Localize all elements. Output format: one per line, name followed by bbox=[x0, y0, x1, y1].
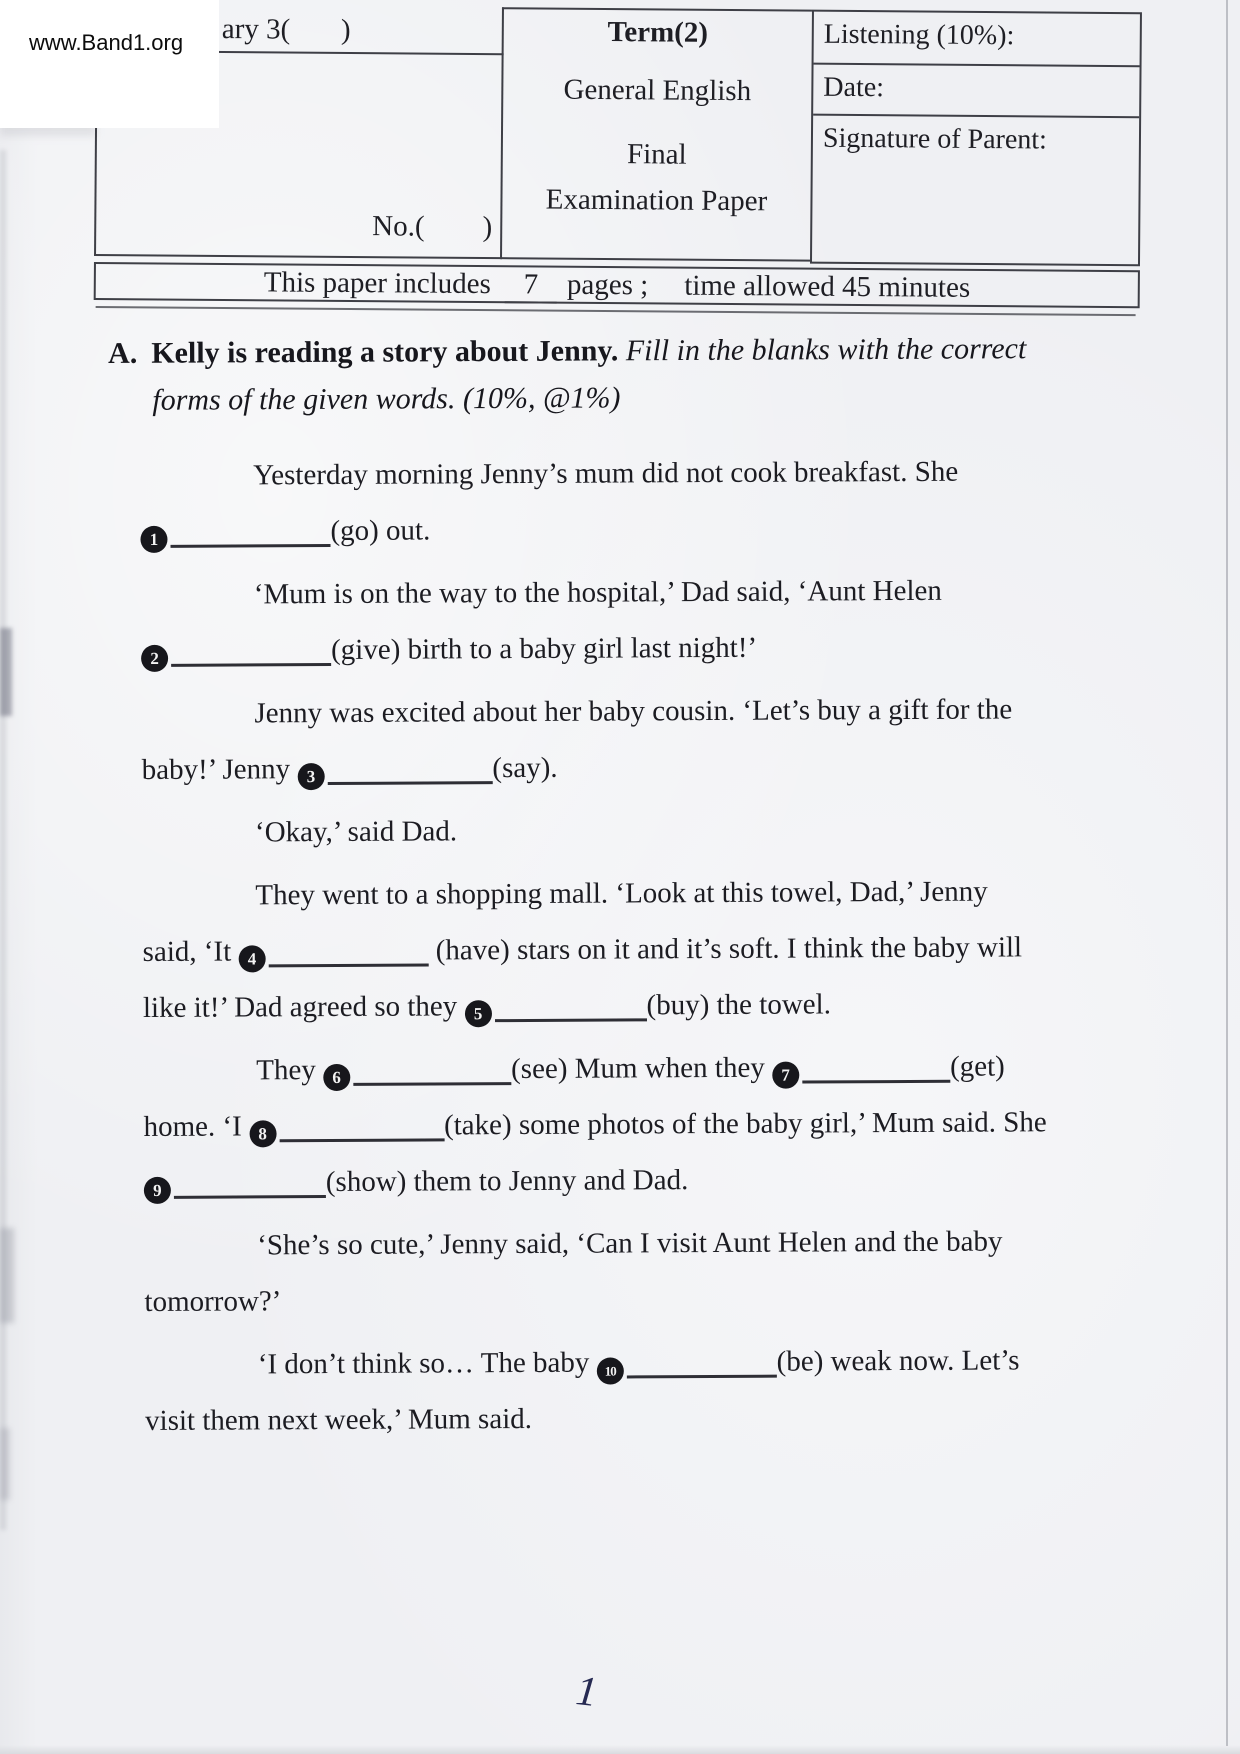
item-number-badge: 5 bbox=[464, 1000, 491, 1027]
header-cell-marks bbox=[810, 10, 1142, 267]
paper-info-pages-label: pages ; bbox=[566, 268, 649, 302]
story-line bbox=[144, 1213, 1104, 1274]
story-text: Jenny was excited about her baby cousin. ‘Let’s buy a gift for the bbox=[254, 693, 1013, 730]
story-text: (give) birth to a baby girl last night!’ bbox=[330, 631, 758, 667]
story-line bbox=[144, 1269, 1104, 1330]
page-count-value: 7 bbox=[505, 267, 557, 303]
story-text: Yesterday morning Jenny’s mum did not cook breakfast. She bbox=[253, 455, 959, 492]
story-paragraph bbox=[142, 800, 1102, 861]
story-text: tomorrow?’ bbox=[144, 1285, 282, 1318]
story-text: baby!’ Jenny bbox=[141, 753, 298, 786]
story bbox=[140, 443, 1105, 1456]
time-allowed-label: time allowed 45 minutes bbox=[684, 269, 971, 304]
story-text: (buy) the towel. bbox=[646, 988, 832, 1022]
story-line bbox=[143, 1038, 1103, 1099]
paper-info-prefix: This paper includes bbox=[263, 266, 492, 301]
story-text: ‘I don’t think so… The baby bbox=[257, 1346, 597, 1381]
story-paragraph bbox=[141, 681, 1102, 798]
story-line bbox=[143, 975, 1103, 1036]
subject-label: General English bbox=[563, 73, 752, 108]
section-a-instructions-line2: forms of the given words. (10%, @1%) bbox=[152, 381, 621, 417]
answer-blank bbox=[174, 1167, 326, 1199]
story-text: (have) stars on it and it’s soft. I think the baby will bbox=[428, 931, 1023, 967]
story-line bbox=[145, 1388, 1105, 1449]
story-line bbox=[142, 863, 1102, 924]
story-line bbox=[141, 618, 1101, 679]
item-number-badge: 6 bbox=[323, 1064, 350, 1091]
story-text: said, ‘It bbox=[142, 935, 239, 968]
answer-blank bbox=[802, 1052, 950, 1084]
item-number-badge: 4 bbox=[238, 945, 265, 972]
story-line bbox=[142, 919, 1102, 980]
story-text: home. ‘I bbox=[143, 1110, 250, 1143]
student-number-field: No.( ) bbox=[372, 210, 493, 244]
term-label: Term(2) bbox=[607, 16, 709, 49]
scan-bottom-edge-shadow bbox=[0, 1745, 1240, 1754]
story-paragraph bbox=[143, 1038, 1104, 1211]
story-paragraph bbox=[140, 443, 1101, 560]
story-text: visit them next week,’ Mum said. bbox=[145, 1402, 533, 1437]
answer-blank bbox=[327, 753, 492, 785]
story-text: (go) out. bbox=[330, 514, 431, 548]
exam-type-line1: Final bbox=[626, 138, 687, 171]
section-a-instructions-line1: Fill in the blanks with the correct bbox=[625, 332, 1027, 368]
story-paragraph bbox=[145, 1332, 1106, 1449]
item-number-badge: 8 bbox=[249, 1120, 276, 1147]
class-field: ary 3( ) bbox=[221, 12, 351, 47]
section-a-title: Kelly is reading a story about Jenny. bbox=[151, 334, 619, 370]
scan-smudge bbox=[0, 1228, 14, 1323]
story-line bbox=[145, 1332, 1105, 1393]
story-text: ‘She’s so cute,’ Jenny said, ‘Can I visit Aunt Helen and the baby bbox=[257, 1225, 1003, 1262]
paper-info-row bbox=[94, 262, 1140, 308]
exam-type-line2: Examination Paper bbox=[545, 183, 768, 218]
story-line bbox=[142, 737, 1102, 798]
item-number-badge: 9 bbox=[144, 1177, 171, 1204]
answer-blank bbox=[627, 1347, 777, 1379]
story-text: ‘Okay,’ said Dad. bbox=[254, 815, 458, 849]
story-text: (get) bbox=[949, 1050, 1005, 1083]
story-line bbox=[140, 443, 1100, 504]
table-bottom-scan-line bbox=[96, 306, 1136, 316]
section-a-label: A. bbox=[108, 336, 138, 370]
story-text: (be) weak now. Let’s bbox=[776, 1344, 1020, 1378]
item-number-badge: 10 bbox=[597, 1357, 624, 1384]
story-paragraph bbox=[144, 1213, 1105, 1330]
answer-blank bbox=[268, 935, 428, 967]
story-paragraph bbox=[142, 863, 1103, 1036]
story-text: They went to a shopping mall. ‘Look at this towel, Dad,’ Jenny bbox=[255, 875, 988, 912]
scan-right-edge-line bbox=[1226, 0, 1228, 1746]
section-a-line1 bbox=[108, 325, 1118, 377]
story-line bbox=[142, 800, 1102, 861]
story-paragraph bbox=[141, 562, 1102, 679]
story-text: (see) Mum when they bbox=[511, 1051, 773, 1086]
answer-blank bbox=[170, 516, 330, 548]
scan-smudge bbox=[0, 628, 12, 716]
answer-blank bbox=[494, 990, 646, 1022]
date-field: Date: bbox=[813, 65, 1139, 119]
story-text: (say). bbox=[492, 751, 558, 785]
section-a-heading bbox=[108, 325, 1118, 424]
header-cell-exam-title bbox=[500, 7, 812, 261]
item-number-badge: 7 bbox=[772, 1062, 799, 1089]
story-text: ‘Mum is on the way to the hospital,’ Dad said, ‘Aunt Helen bbox=[253, 574, 942, 611]
story-line bbox=[140, 499, 1100, 560]
story-line bbox=[141, 562, 1101, 623]
story-line bbox=[143, 1094, 1103, 1155]
listening-score-field: Listening (10%): bbox=[814, 12, 1140, 68]
item-number-badge: 2 bbox=[141, 645, 168, 672]
scan-smudge bbox=[0, 1428, 10, 1500]
story-line bbox=[141, 681, 1101, 742]
story-text: like it!’ Dad agreed so they bbox=[142, 990, 465, 1024]
story-line bbox=[144, 1150, 1104, 1211]
watermark-box bbox=[0, 0, 219, 128]
story-text: (show) them to Jenny and Dad. bbox=[325, 1164, 689, 1199]
story-text: (take) some photos of the baby girl,’ Mum said. She bbox=[443, 1106, 1047, 1142]
item-number-badge: 3 bbox=[297, 763, 324, 790]
answer-blank bbox=[171, 635, 331, 667]
story-text: They bbox=[256, 1054, 324, 1087]
answer-blank bbox=[279, 1110, 444, 1142]
parent-signature-field: Signature of Parent: bbox=[822, 122, 1048, 156]
watermark-text: www.Band1.org bbox=[29, 30, 184, 55]
exam-header-table bbox=[94, 4, 1142, 312]
answer-blank bbox=[353, 1054, 511, 1086]
page-number: 1 bbox=[573, 1668, 600, 1716]
item-number-badge: 1 bbox=[140, 526, 167, 553]
scan-left-edge-band bbox=[0, 150, 6, 1530]
